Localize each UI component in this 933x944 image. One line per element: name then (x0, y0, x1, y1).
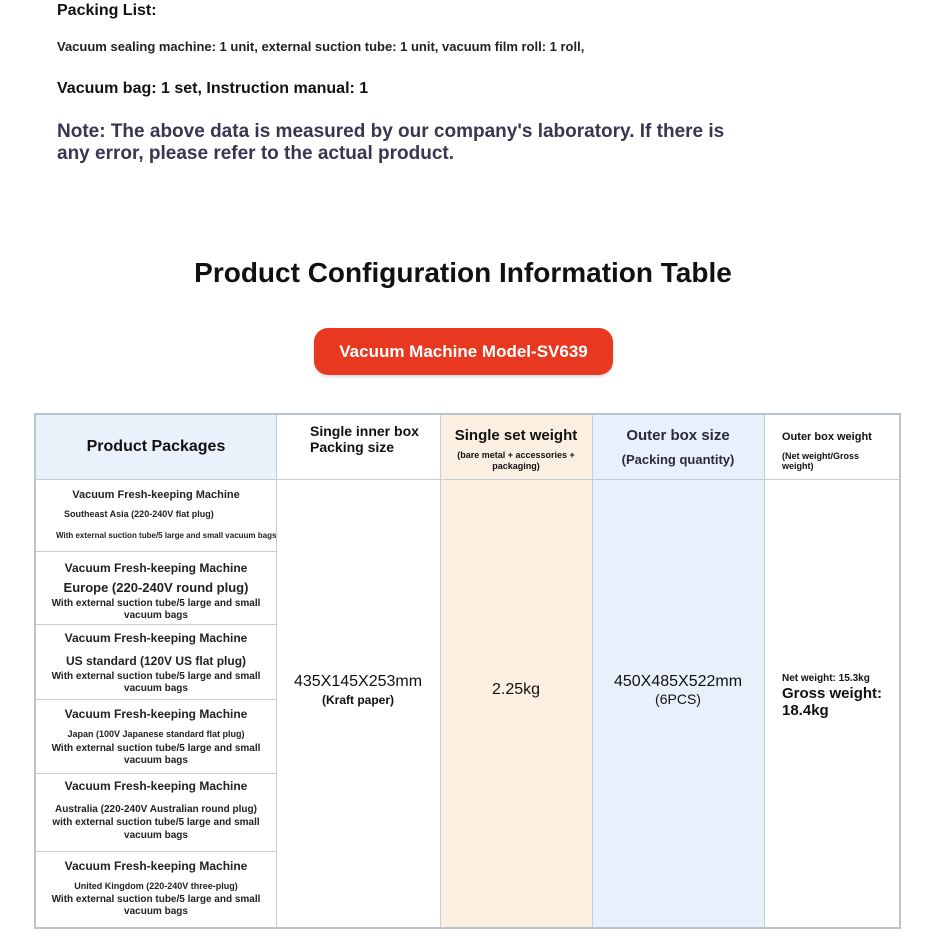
outer-box-size: 450X485X522mm (613, 673, 743, 690)
packing-list-line-1: Vacuum sealing machine: 1 unit, external suction tube: 1 unit, vacuum film roll: 1 roll, (57, 39, 585, 54)
package-name: Vacuum Fresh-keeping Machine (64, 631, 248, 645)
net-weight: Net weight: 15.3kg (782, 673, 870, 684)
outer-box-value (592, 673, 764, 707)
lab-note: Note: The above data is measured by our company's laboratory. If there is any error, please refer to the actual product. (57, 121, 725, 164)
section-title: Product Configuration Information Table (194, 257, 732, 288)
package-accessories: With external suction tube/5 large and small vacuum bags (51, 894, 261, 917)
inner-box-material: (Kraft paper) (321, 693, 394, 707)
package-row (36, 773, 276, 851)
header-product-packages: Product Packages (86, 438, 226, 455)
header-outer-box-sub: (Packing quantity) (621, 452, 735, 467)
package-region: Europe (220-240V round plug) (63, 580, 249, 595)
package-name: Vacuum Fresh-keeping Machine (64, 707, 248, 721)
package-region: Japan (100V Japanese standard flat plug) (67, 729, 245, 739)
package-name: Vacuum Fresh-keeping Machine (64, 779, 248, 793)
outer-box-column-bg (592, 415, 764, 927)
header-outer-box-title: Outer box size (626, 427, 730, 444)
header-set-weight (440, 427, 592, 472)
set-weight-value: 2.25kg (491, 681, 541, 698)
inner-box-size: 435X145X253mm (293, 673, 423, 690)
package-row (36, 699, 276, 773)
header-outer-box (592, 427, 764, 467)
package-accessories: With external suction tube/5 large and small vacuum bags (56, 531, 277, 540)
package-row (36, 624, 276, 699)
packing-list-line-2: Vacuum bag: 1 set, Instruction manual: 1 (57, 80, 369, 97)
package-region: Australia (220-240V Australian round plug) with external suction tube/5 large and small vacuum bags (52, 804, 260, 841)
package-accessories: With external suction tube/5 large and small vacuum bags (51, 743, 261, 766)
package-row (36, 851, 276, 927)
config-table (34, 413, 901, 929)
weight-column-bg (440, 415, 592, 927)
package-name: Vacuum Fresh-keeping Machine (64, 561, 248, 575)
inner-box-value (276, 673, 440, 707)
package-region: United Kingdom (220-240V three-plug) (74, 881, 238, 891)
header-outer-weight-sub: (Net weight/Gross weight) (782, 451, 860, 471)
gross-weight: Gross weight: 18.4kg (782, 685, 883, 719)
package-region: US standard (120V US flat plug) (65, 654, 247, 668)
header-set-weight-title: Single set weight (454, 427, 578, 444)
package-region: Southeast Asia (220-240V flat plug) (64, 509, 214, 519)
package-row (36, 551, 276, 624)
package-row (36, 479, 276, 551)
package-accessories: With external suction tube/5 large and small vacuum bags (51, 598, 261, 621)
header-inner-box: Single inner box Packing size (310, 423, 419, 455)
package-name: Vacuum Fresh-keeping Machine (64, 859, 248, 873)
outer-box-qty: (6PCS) (655, 691, 701, 707)
header-outer-weight (782, 431, 892, 471)
outer-weight-value (782, 673, 900, 719)
package-name: Vacuum Fresh-keeping Machine (72, 489, 240, 501)
packing-list-title: Packing List: (57, 2, 157, 19)
header-set-weight-sub: (bare metal + accessories + packaging) (457, 450, 575, 471)
package-accessories: With external suction tube/5 large and small vacuum bags (51, 671, 261, 694)
model-badge: Vacuum Machine Model-SV639 (314, 328, 613, 375)
header-outer-weight-title: Outer box weight (782, 431, 872, 443)
